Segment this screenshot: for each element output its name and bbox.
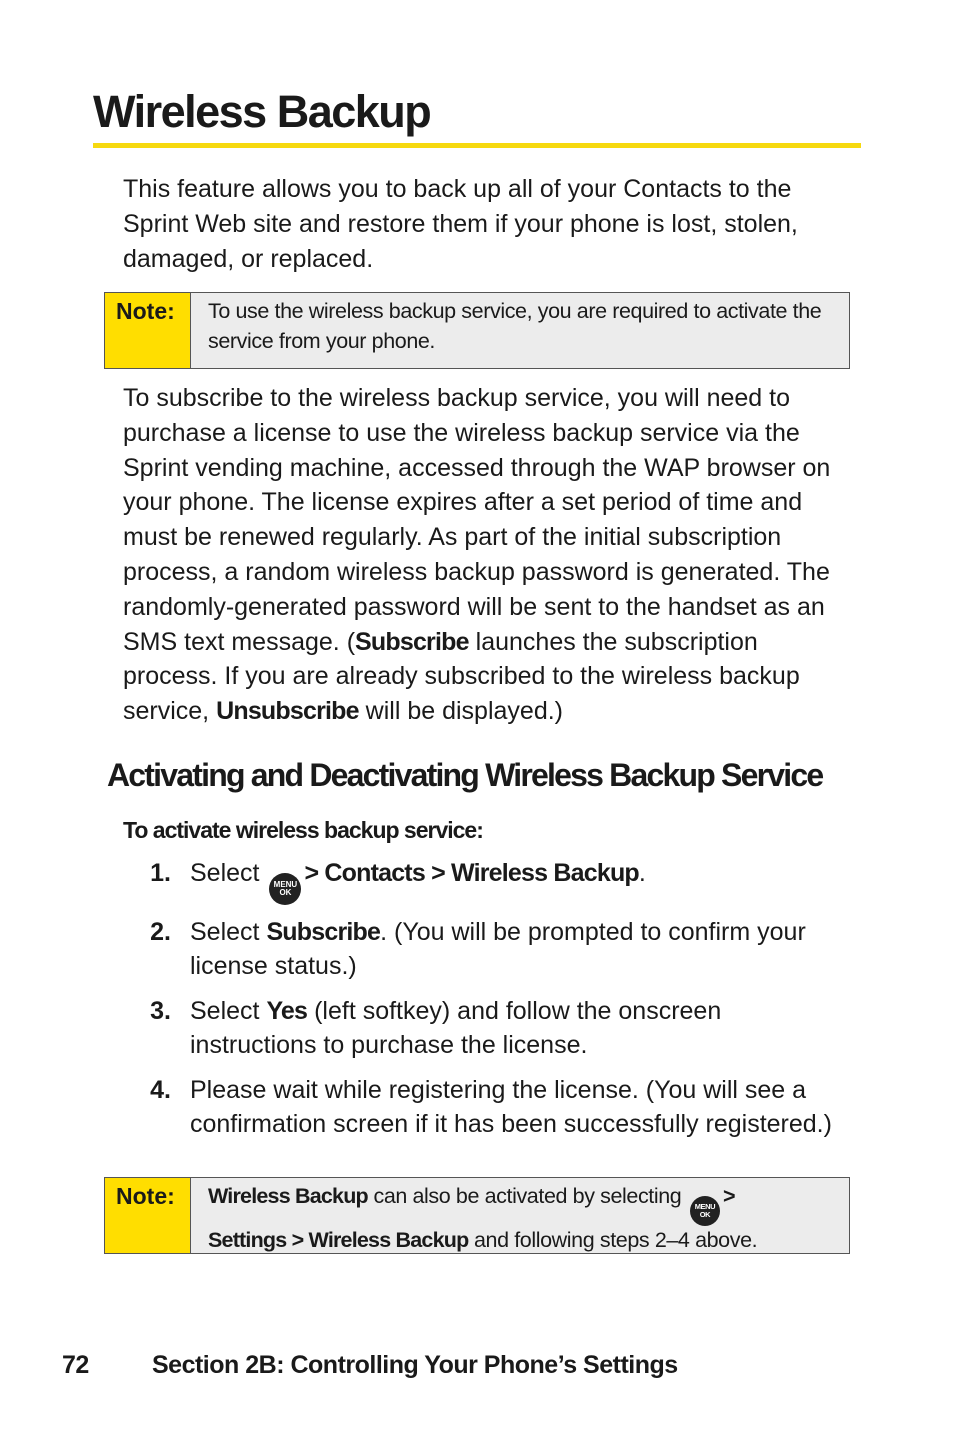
title-rule [93, 143, 861, 148]
note-box [104, 292, 850, 369]
subscribe-paragraph: To subscribe to the wireless backup service, you will need to purchase a license to use the wireless backup service via the Sprint vending machine, accessed through the WAP browser on your phone. The license expires after a set period of time and must be renewed regularly. As part of the initial subscription process, a random wireless backup password is generated. The randomly-generated password will be sent to the handset as an SMS text message. (Subscribe launches the subscription process. If you are already subscribed to the wireless backup service, Unsubscribe will be displayed.) [123, 384, 831, 726]
subscribe-term: Subscribe [266, 917, 381, 946]
page-footer [62, 1347, 678, 1383]
procedure-heading: To activate wireless backup service: [123, 817, 483, 843]
note-box [104, 1177, 850, 1254]
step-number: 4. [150, 1075, 171, 1104]
step-item: 2. Select Subscribe. (You will be prompted to confirm your license status.) [123, 915, 853, 985]
intro-paragraph: This feature allows you to back up all of your Contacts to the Sprint Web site and restore them if your phone is lost, stolen, damaged, or replaced. [123, 175, 798, 273]
step-number: 3. [150, 996, 171, 1025]
steps-list [123, 856, 853, 1152]
step-number: 1. [150, 859, 171, 887]
page-number: 72 [62, 1351, 89, 1379]
step-item: 1. Select MENU OK > Contacts > Wireless Backup. [123, 856, 853, 905]
note-text: To use the wireless backup service, you are required to activate the service from your phone. [208, 299, 822, 353]
subscribe-term: Subscribe [355, 627, 469, 656]
section-heading: Activating and Deactivating Wireless Backup Service [107, 757, 823, 793]
menu-ok-key-icon: MENU OK [690, 1196, 720, 1226]
step-number: 2. [150, 917, 171, 946]
yes-term: Yes [266, 996, 308, 1025]
note-label: Note: [105, 293, 191, 368]
note-text: Wireless Backup can also be activated by selecting MENU OK > Settings > Wireless Backup and following steps 2–4 above. [208, 1184, 758, 1252]
menu-ok-key-icon: MENU OK [269, 873, 301, 905]
page-title: Wireless Backup [93, 86, 431, 137]
note-label: Note: [105, 1178, 191, 1253]
step-item: 4. Please wait while registering the license. (You will see a confirmation screen if it has been successfully registered.) [123, 1073, 853, 1143]
unsubscribe-term: Unsubscribe [216, 697, 359, 726]
menu-path: > Contacts > Wireless Backup [304, 859, 639, 887]
step-item: 3. Select Yes (left softkey) and follow the onscreen instructions to purchase the license. [123, 994, 853, 1064]
section-label: Section 2B: Controlling Your Phone’s Settings [152, 1351, 678, 1379]
